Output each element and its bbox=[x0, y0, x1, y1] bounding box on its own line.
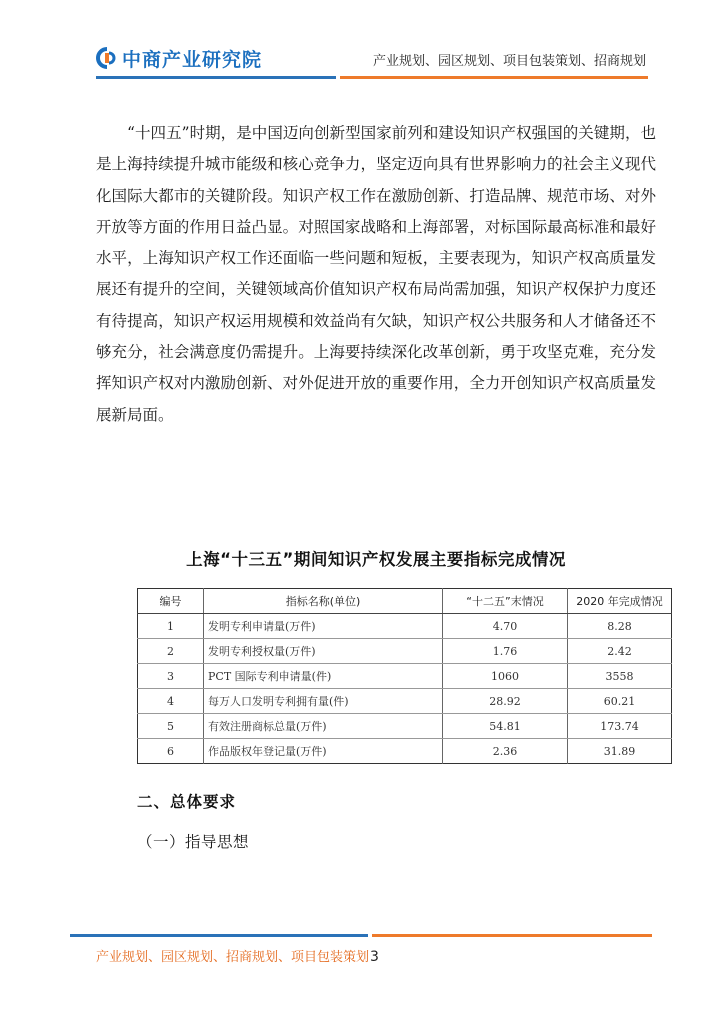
table-title: 上海“十三五”期间知识产权发展主要指标完成情况 bbox=[186, 550, 566, 569]
table-row bbox=[138, 614, 672, 639]
cell-number: 4 bbox=[138, 689, 204, 714]
footer-tagline: 产业规划、园区规划、招商规划、项目包装策划 bbox=[96, 950, 370, 965]
table-row bbox=[138, 639, 672, 664]
cell-2020: 3558 bbox=[568, 664, 672, 689]
col-header-2020: 2020 年完成情况 bbox=[568, 589, 672, 614]
cell-indicator: 有效注册商标总量(万件) bbox=[204, 714, 443, 739]
cell-12th-plan: 4.70 bbox=[443, 614, 568, 639]
cell-indicator: 作品版权年登记量(万件) bbox=[204, 739, 443, 764]
table-row bbox=[138, 739, 672, 764]
section-heading: 二、总体要求 bbox=[137, 793, 237, 811]
sub-heading: （一）指导思想 bbox=[137, 833, 250, 851]
cell-12th-plan: 54.81 bbox=[443, 714, 568, 739]
footer bbox=[96, 946, 379, 965]
cell-12th-plan: 1060 bbox=[443, 664, 568, 689]
cell-2020: 2.42 bbox=[568, 639, 672, 664]
cell-number: 6 bbox=[138, 739, 204, 764]
cell-2020: 60.21 bbox=[568, 689, 672, 714]
cell-12th-plan: 2.36 bbox=[443, 739, 568, 764]
cell-12th-plan: 1.76 bbox=[443, 639, 568, 664]
table-row bbox=[138, 689, 672, 714]
cell-2020: 31.89 bbox=[603, 744, 636, 758]
cell-12th-plan: 28.92 bbox=[443, 689, 568, 714]
table-row bbox=[138, 714, 672, 739]
intro-paragraph: “十四五”时期，是中国迈向创新型国家前列和建设知识产权强国的关键期，也是上海持续提升城市能级和核心竞争力，坚定迈向具有世界影响力的社会主义现代化国际大都市的关键阶段。知识产权工作在激励创新、打造品牌、规范市场、对外开放等方面的作用日益凸显。对照国家战略和上海部署，对标国际最高标准和最好水平，上海知识产权工作还面临一些问题和短板，主要表现为，知识产权高质量发展还有提升的空间，关键领域高价值知识产权布局尚需加强，知识产权保护力度还有待提高，知识产权运用规模和效益尚有欠缺，知识产权公共服务和人才储备还不够充分，社会满意度仍需提升。上海要持续深化改革创新，勇于攻坚克难，充分发挥知识产权对内激励创新、对外促进开放的重要作用，全力开创知识产权高质量发展新局面。 bbox=[96, 124, 656, 424]
logo-icon bbox=[96, 47, 118, 69]
cell-2020: 8.28 bbox=[568, 614, 672, 639]
cell-indicator: 发明专利授权量(万件) bbox=[204, 639, 443, 664]
header-rule-orange bbox=[340, 76, 648, 79]
col-header-number: 编号 bbox=[138, 589, 204, 614]
header-tagline: 产业规划、园区规划、项目包装策划、招商规划 bbox=[372, 54, 646, 69]
col-header-12th-plan: “十二五”末情况 bbox=[443, 589, 568, 614]
cell-indicator: 发明专利申请量(万件) bbox=[204, 614, 443, 639]
cell-number: 5 bbox=[138, 714, 204, 739]
cell-number: 2 bbox=[138, 639, 204, 664]
table-row bbox=[138, 664, 672, 689]
col-header-indicator: 指标名称(单位) bbox=[204, 589, 443, 614]
cell-indicator: PCT 国际专利申请量(件) bbox=[204, 664, 443, 689]
indicator-table bbox=[137, 588, 672, 764]
cell-number: 1 bbox=[138, 614, 204, 639]
cell-indicator: 每万人口发明专利拥有量(件) bbox=[204, 689, 443, 714]
cell-2020: 173.74 bbox=[568, 714, 672, 739]
footer-rule-orange bbox=[372, 934, 652, 937]
logo-text: 中商产业研究院 bbox=[122, 48, 263, 71]
footer-rule-blue bbox=[70, 934, 368, 937]
table-header-row bbox=[138, 589, 672, 614]
header-rule-blue bbox=[96, 76, 336, 79]
page-number: 3 bbox=[370, 949, 379, 965]
cell-number: 3 bbox=[138, 664, 204, 689]
logo bbox=[96, 44, 262, 72]
